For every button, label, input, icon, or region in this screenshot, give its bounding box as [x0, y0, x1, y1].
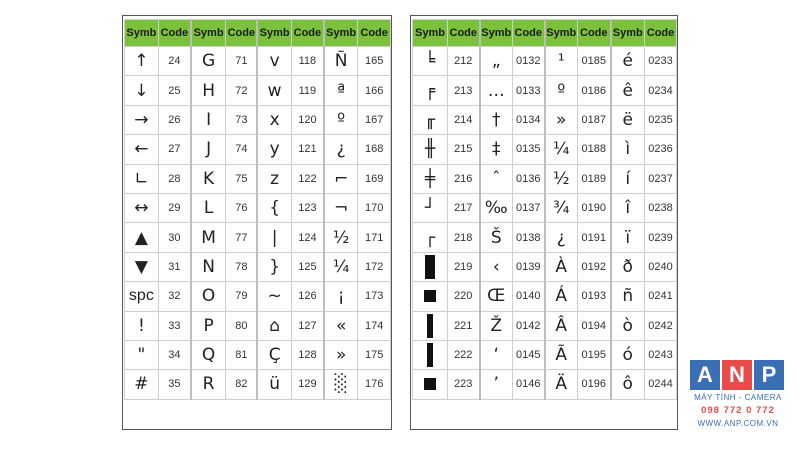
symbol-cell [413, 311, 448, 340]
symbol-cell: í [611, 164, 645, 193]
code-cell: 0233 [645, 47, 677, 76]
table-row [125, 311, 391, 340]
code-cell: 172 [358, 252, 391, 281]
logo-subtitle: MÁY TÍNH - CAMERA [694, 393, 782, 402]
code-cell: 0195 [578, 340, 611, 369]
symbol-cell: À [545, 252, 578, 281]
block-glyph [424, 378, 436, 390]
code-cell: 0188 [578, 135, 611, 164]
code-cell: 168 [358, 135, 391, 164]
symbol-cell: spc [125, 282, 159, 311]
code-cell: 81 [226, 340, 258, 369]
header-code: Code [645, 20, 677, 47]
header-code: Code [358, 20, 391, 47]
code-cell: 0145 [513, 340, 545, 369]
header-symb: Symb [191, 20, 226, 47]
code-cell: 0239 [645, 223, 677, 252]
symbol-cell: ↔ [125, 193, 159, 222]
symbol-cell: ⌂ [257, 311, 291, 340]
table-row [125, 164, 391, 193]
code-cell: 0192 [578, 252, 611, 281]
table-row [125, 223, 391, 252]
code-cell: 214 [448, 105, 480, 134]
code-cell: 0240 [645, 252, 677, 281]
symbol-cell: | [257, 223, 291, 252]
symbol-cell: ∟ [125, 164, 159, 193]
code-cell: 175 [358, 340, 391, 369]
header-symb: Symb [324, 20, 358, 47]
symbol-cell: ← [125, 135, 159, 164]
symbol-cell: ╘ [413, 47, 448, 76]
code-cell: 166 [358, 76, 391, 105]
code-cell: 34 [158, 340, 191, 369]
symbol-cell: ↓ [125, 76, 159, 105]
symbol-cell: ‡ [480, 135, 513, 164]
table-row [125, 252, 391, 281]
symbol-cell: ! [125, 311, 159, 340]
table-row [413, 193, 677, 222]
code-cell: 31 [158, 252, 191, 281]
right-code-panel [410, 15, 678, 430]
code-cell: 24 [158, 47, 191, 76]
code-cell: 216 [448, 164, 480, 193]
code-cell: 173 [358, 282, 391, 311]
block-glyph [427, 343, 433, 367]
code-cell: 0238 [645, 193, 677, 222]
symbol-cell: J [191, 135, 226, 164]
symbol-cell: ╓ [413, 105, 448, 134]
code-cell: 0189 [578, 164, 611, 193]
code-cell: 80 [226, 311, 258, 340]
code-cell: 167 [358, 105, 391, 134]
code-cell: 78 [226, 252, 258, 281]
symbol-cell: w [257, 76, 291, 105]
code-cell: 119 [291, 76, 324, 105]
code-cell: 174 [358, 311, 391, 340]
symbol-cell: ~ [257, 282, 291, 311]
symbol-cell: N [191, 252, 226, 281]
code-cell: 129 [291, 370, 324, 399]
table-row [125, 76, 391, 105]
code-cell: 222 [448, 340, 480, 369]
symbol-cell: Ä [545, 370, 578, 399]
code-cell: 79 [226, 282, 258, 311]
code-cell: 0194 [578, 311, 611, 340]
symbol-cell: ’ [480, 370, 513, 399]
code-cell: 0135 [513, 135, 545, 164]
code-cell: 30 [158, 223, 191, 252]
symbol-cell: Â [545, 311, 578, 340]
symbol-cell: } [257, 252, 291, 281]
code-cell: 218 [448, 223, 480, 252]
symbol-cell: ┘ [413, 193, 448, 222]
code-cell: 127 [291, 311, 324, 340]
code-cell: 171 [358, 223, 391, 252]
code-cell: 170 [358, 193, 391, 222]
logo-letter-a: A [690, 360, 720, 390]
symbol-cell: ï [611, 223, 645, 252]
code-cell: 77 [226, 223, 258, 252]
logo-letters [690, 360, 786, 390]
logo-phone: 098 772 0 772 [701, 405, 775, 416]
code-cell: 0185 [578, 47, 611, 76]
symbol-cell: Ñ [324, 47, 358, 76]
table-row [125, 282, 391, 311]
code-cell: 0139 [513, 252, 545, 281]
code-cell: 82 [226, 370, 258, 399]
code-cell: 223 [448, 370, 480, 399]
left-code-table [124, 19, 391, 400]
code-cell: 128 [291, 340, 324, 369]
symbol-cell: ¼ [324, 252, 358, 281]
symbol-cell: z [257, 164, 291, 193]
right-code-table [412, 19, 677, 400]
symbol-cell: ╪ [413, 164, 448, 193]
symbol-cell: ð [611, 252, 645, 281]
symbol-cell: K [191, 164, 226, 193]
table-row [413, 252, 677, 281]
logo-letter-p: P [754, 360, 784, 390]
code-cell: 0235 [645, 105, 677, 134]
symbol-cell: ë [611, 105, 645, 134]
code-cell: 125 [291, 252, 324, 281]
symbol-cell: ½ [545, 164, 578, 193]
symbol-cell: Ç [257, 340, 291, 369]
code-cell: 35 [158, 370, 191, 399]
symbol-cell: ˆ [480, 164, 513, 193]
header-symb: Symb [480, 20, 513, 47]
symbol-cell: º [545, 76, 578, 105]
code-cell: 0234 [645, 76, 677, 105]
symbol-cell: ê [611, 76, 645, 105]
header-symb: Symb [413, 20, 448, 47]
symbol-cell: ¿ [324, 135, 358, 164]
symbol-cell: H [191, 76, 226, 105]
table-row [413, 223, 677, 252]
table-row [413, 76, 677, 105]
code-cell: 121 [291, 135, 324, 164]
symbol-cell: ü [257, 370, 291, 399]
logo-letter-n: N [722, 360, 752, 390]
code-cell: 0146 [513, 370, 545, 399]
symbol-cell: G [191, 47, 226, 76]
symbol-cell: é [611, 47, 645, 76]
code-cell: 72 [226, 76, 258, 105]
header-code: Code [291, 20, 324, 47]
code-cell: 220 [448, 282, 480, 311]
symbol-cell: M [191, 223, 226, 252]
symbol-cell: Ã [545, 340, 578, 369]
code-cell: 29 [158, 193, 191, 222]
anp-logo [690, 360, 786, 438]
block-glyph [425, 255, 435, 279]
code-cell: 0236 [645, 135, 677, 164]
symbol-cell: y [257, 135, 291, 164]
symbol-cell: L [191, 193, 226, 222]
symbol-cell: ½ [324, 223, 358, 252]
table-row [125, 193, 391, 222]
symbol-cell: ▼ [125, 252, 159, 281]
table-row [413, 311, 677, 340]
code-cell: 0242 [645, 311, 677, 340]
header-code: Code [226, 20, 258, 47]
symbol-cell: v [257, 47, 291, 76]
symbol-cell: x [257, 105, 291, 134]
symbol-cell: † [480, 105, 513, 134]
table-row [413, 135, 677, 164]
symbol-cell: ‘ [480, 340, 513, 369]
code-cell: 74 [226, 135, 258, 164]
symbol-cell: # [125, 370, 159, 399]
symbol-cell: ¬ [324, 193, 358, 222]
symbol-cell: ░ [324, 370, 358, 399]
symbol-cell [413, 252, 448, 281]
code-cell: 0137 [513, 193, 545, 222]
symbol-cell: ¡ [324, 282, 358, 311]
symbol-cell: » [545, 105, 578, 134]
symbol-cell: „ [480, 47, 513, 76]
symbol-cell: ì [611, 135, 645, 164]
symbol-cell: ò [611, 311, 645, 340]
symbol-cell: O [191, 282, 226, 311]
table-row [125, 47, 391, 76]
table-row [413, 340, 677, 369]
table-row [125, 105, 391, 134]
symbol-cell: ↑ [125, 47, 159, 76]
code-cell: 217 [448, 193, 480, 222]
table-row [413, 370, 677, 399]
symbol-cell: ⌐ [324, 164, 358, 193]
code-cell: 124 [291, 223, 324, 252]
symbol-cell: ¹ [545, 47, 578, 76]
code-cell: 73 [226, 105, 258, 134]
symbol-cell: ñ [611, 282, 645, 311]
symbol-cell: Ž [480, 311, 513, 340]
symbol-cell: » [324, 340, 358, 369]
code-cell: 120 [291, 105, 324, 134]
code-cell: 0244 [645, 370, 677, 399]
code-cell: 213 [448, 76, 480, 105]
symbol-cell: Q [191, 340, 226, 369]
code-cell: 0190 [578, 193, 611, 222]
code-cell: 0241 [645, 282, 677, 311]
table-row [413, 282, 677, 311]
code-cell: 0187 [578, 105, 611, 134]
code-cell: 0138 [513, 223, 545, 252]
table-row [125, 370, 391, 399]
symbol-cell: º [324, 105, 358, 134]
code-cell: 0140 [513, 282, 545, 311]
symbol-cell: ╒ [413, 76, 448, 105]
code-cell: 25 [158, 76, 191, 105]
code-cell: 0237 [645, 164, 677, 193]
code-cell: 0243 [645, 340, 677, 369]
code-cell: 0142 [513, 311, 545, 340]
symbol-cell: … [480, 76, 513, 105]
table-row [413, 164, 677, 193]
code-cell: 28 [158, 164, 191, 193]
symbol-cell [413, 282, 448, 311]
code-cell: 32 [158, 282, 191, 311]
header-code: Code [578, 20, 611, 47]
table-row [413, 105, 677, 134]
code-cell: 215 [448, 135, 480, 164]
symbol-cell: ¿ [545, 223, 578, 252]
symbol-cell: ô [611, 370, 645, 399]
symbol-cell: ‰ [480, 193, 513, 222]
symbol-cell: ‹ [480, 252, 513, 281]
symbol-cell: ▲ [125, 223, 159, 252]
code-cell: 126 [291, 282, 324, 311]
logo-website: WWW.ANP.COM.VN [697, 419, 779, 428]
symbol-cell: ╫ [413, 135, 448, 164]
block-glyph [427, 314, 433, 338]
left-code-panel [122, 15, 392, 430]
code-cell: 169 [358, 164, 391, 193]
code-cell: 0134 [513, 105, 545, 134]
code-cell: 76 [226, 193, 258, 222]
code-cell: 26 [158, 105, 191, 134]
code-cell: 33 [158, 311, 191, 340]
code-cell: 219 [448, 252, 480, 281]
code-cell: 0191 [578, 223, 611, 252]
code-cell: 0133 [513, 76, 545, 105]
symbol-cell: ¼ [545, 135, 578, 164]
symbol-cell: R [191, 370, 226, 399]
symbol-cell: " [125, 340, 159, 369]
symbol-cell: → [125, 105, 159, 134]
header-code: Code [448, 20, 480, 47]
code-cell: 212 [448, 47, 480, 76]
block-glyph [424, 290, 436, 302]
symbol-cell: { [257, 193, 291, 222]
symbol-cell: « [324, 311, 358, 340]
code-cell: 75 [226, 164, 258, 193]
code-cell: 176 [358, 370, 391, 399]
symbol-cell [413, 340, 448, 369]
symbol-cell: ª [324, 76, 358, 105]
code-cell: 122 [291, 164, 324, 193]
code-cell: 0196 [578, 370, 611, 399]
symbol-cell: ¾ [545, 193, 578, 222]
table-row [125, 340, 391, 369]
symbol-cell: Á [545, 282, 578, 311]
header-symb: Symb [257, 20, 291, 47]
header-code: Code [513, 20, 545, 47]
code-cell: 71 [226, 47, 258, 76]
table-row [125, 135, 391, 164]
symbol-cell: P [191, 311, 226, 340]
code-cell: 0186 [578, 76, 611, 105]
header-symb: Symb [125, 20, 159, 47]
code-cell: 0193 [578, 282, 611, 311]
code-cell: 123 [291, 193, 324, 222]
code-cell: 165 [358, 47, 391, 76]
code-cell: 221 [448, 311, 480, 340]
symbol-cell: I [191, 105, 226, 134]
table-row [413, 47, 677, 76]
symbol-cell: ┌ [413, 223, 448, 252]
header-code: Code [158, 20, 191, 47]
symbol-cell [413, 370, 448, 399]
symbol-cell: ó [611, 340, 645, 369]
code-cell: 118 [291, 47, 324, 76]
symbol-cell: Œ [480, 282, 513, 311]
header-symb: Symb [545, 20, 578, 47]
code-cell: 27 [158, 135, 191, 164]
symbol-cell: Š [480, 223, 513, 252]
code-cell: 0132 [513, 47, 545, 76]
symbol-cell: î [611, 193, 645, 222]
code-cell: 0136 [513, 164, 545, 193]
header-symb: Symb [611, 20, 645, 47]
